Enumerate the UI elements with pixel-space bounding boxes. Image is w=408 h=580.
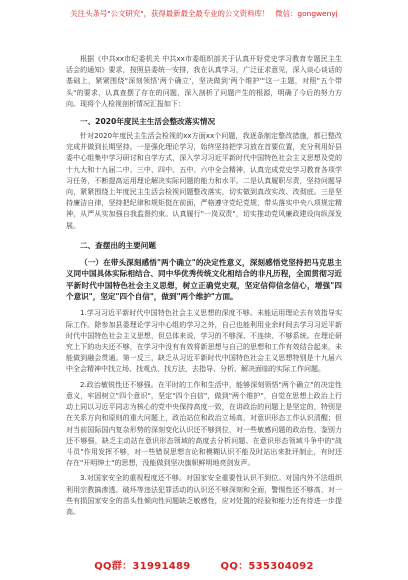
section2-heading: 二、查摆出的主要问题 (80, 240, 156, 250)
section2-subheading-1: （一）在带头深刻感悟"两个确立"的决定性意义，深刻感悟党坚持把马克思主义同中国具体实际相结合、同中华优秀传统文化相结合的非凡历程，全面贯彻习近平新时代中国特色社会主义思想，树立正确党史观，坚定信仰信念信心，增强"四个意识"，坚定"四个自信"，做到"两个维护"方面。 (66, 257, 342, 302)
section1-paragraph: 针对2020年度民主生活会检视的xx方面xx个问题，我逐条制定整改措施，都已整改完成并做到长期坚持。一是强化理论学习，始终坚持把学习放在首要位置，充分利用好县委中心组集中学习研讨和自学方式，深入学习习近平新时代中国特色社会主义思想及党的十九大和十九届二中、三中、四中、五中、六中全会精神，认真完成党史学习教育各项学习任务，不断提高运用理论解决实际问题的能力和水平。二是认真履职尽责，坚持问题导向，紧紧围绕上年度民主生活会检视问题整改落实，切实做到真改实改、改彻底。三是坚持廉洁自律，坚持把纪律和规矩挺在前面，严格遵守党纪党规，带头落实中央八项规定精神，从严从实加强自我监督约束。认真履行"一岗双责"，切实推动党风廉政建设向纵深发展。 (66, 132, 342, 230)
section1-heading: 一、2020年度民主生活会整改落实情况 (80, 117, 216, 127)
intro-paragraph: 根据《中共xx市纪委机关 中共xx市委组织部关于认真开好党史学习教育专题民主生活会的通知》要求，按照县委统一安排，我在认真学习，广泛征求意见，深入谈心谈话的基础上，紧紧围绕"深刻领悟'两个确立'，坚决做到'两个维护'"这一主题，对照"五个带头"的要求，认真查摆了存在的问题，深入剖析了问题产生的根源，明确了今后的努力方向。现将个人检视剖析情况汇报如下： (66, 55, 342, 108)
problem-item-1: 1.学习习近平新时代中国特色社会主义思想的深度不够。未能运用理论去有效指导实际工作。除参加县委理论学习中心组的学习之外，自己也能利用业余时间去学习习近平新时代中国特色社会主义思想，但总体来说，学习的不够深、不连续、不够系统。在理论研究上下的功夫还不够，在学习中没有有效将新思想与自己的思想和工作有效结合起来，未能做到融会贯通。第一反三，缺乏从习近平新时代中国特色社会主义思想特别是十九届六中全会精神中找立场、找观点、找方法，去指导、分析、解决面临的实际工作问题。 (66, 309, 342, 374)
banner-wechat-text: 微信：gongwenyj (275, 8, 338, 18)
top-banner (0, 0, 408, 26)
problem-item-3: 3.对国家安全的重视程度还不够。对国家安全重要性认识不到位。对国内外不法组织利用宗教搞渗透、破坏等违法犯罪活动的认识还不够深刻和全面，警惕性还不够高，对一些有损国家安全的苗头性倾向性问题缺乏敏感性，应对处置的经验和能力还有待进一步提高。 (66, 474, 342, 516)
document-body (66, 54, 342, 518)
problem-item-2: 2.政治敏锐性还不够强。在平时的工作和生活中，能够深刻领悟"两个确立"的决定性意义，牢固树立"四个意识"，坚定"四个自信"，做到"两个维护"，自觉在思想上政治上行动上同以习近平同志为核心的党中央保持高度一致，在讲政治的问题上是坚定的，特别是在关系方向和原则的重大问题上，政治站位和政治立场高，对意识形态工作认识清醒；但对当前国际国内复杂形势的深刻变化认识还不够到位，对一些敏感问题的政治性、鉴别力还不够强，缺乏主动站在意识形态领域的高度去分析问题、在意识形态领域斗争中的"战斗员"作用发挥不够，对一些错误思想言论和模糊认识不能及时站出来批评制止，有时还存在"开明绅士"的思想，没能做到坚决旗帜鲜明地亮剑发声。 (66, 380, 342, 468)
footer-qq: QQ：535304092 (220, 561, 314, 572)
footer-qq-group: QQ群：31991489 (94, 561, 191, 572)
banner-promo-text: 关注头条号"公文研究"，获得最新最全最专业的公文资料库！ (70, 8, 270, 18)
footer-contact (0, 557, 408, 573)
